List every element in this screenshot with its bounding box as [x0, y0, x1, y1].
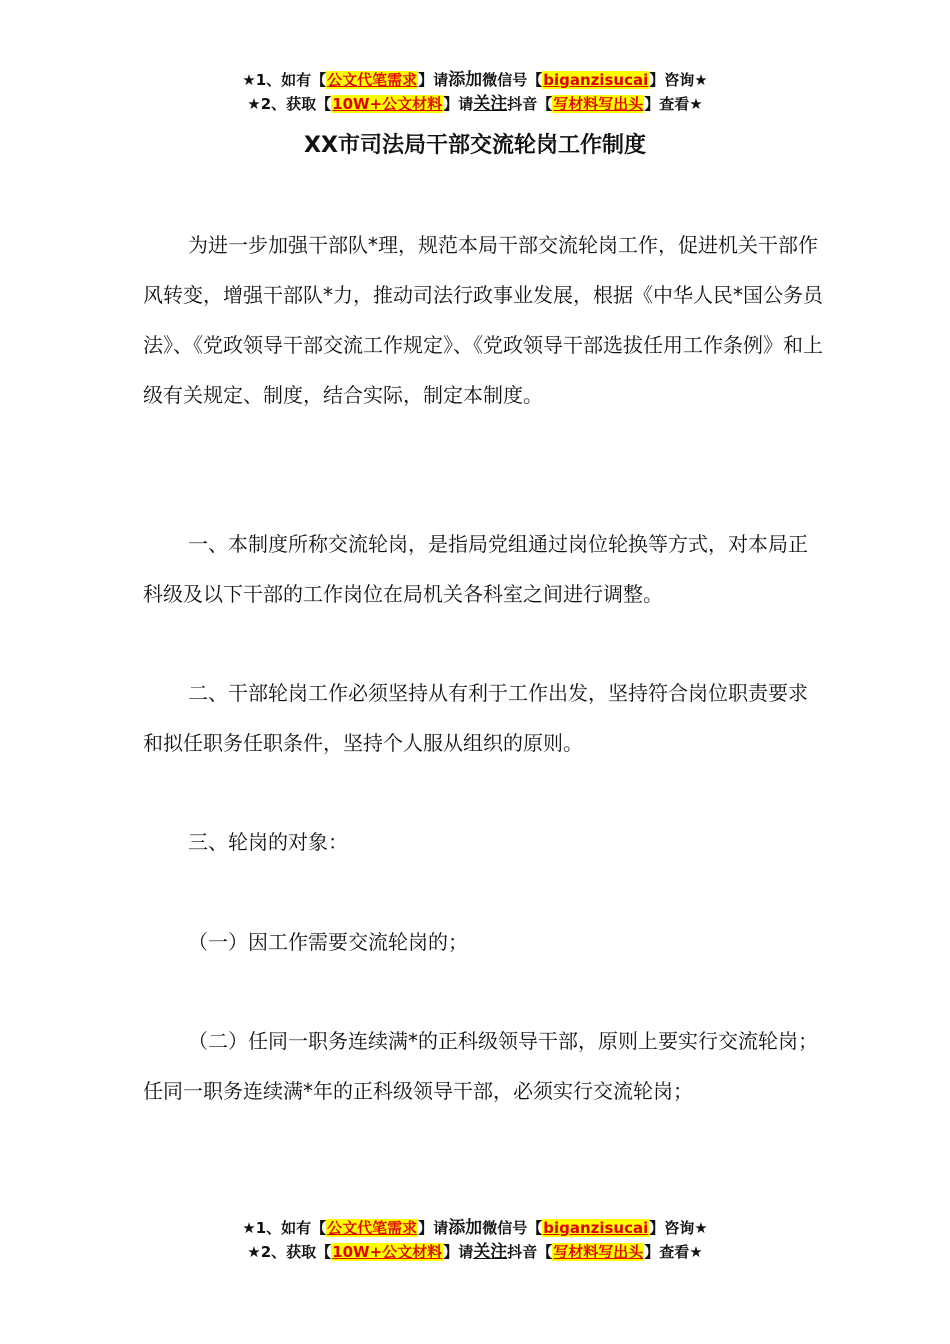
paragraph-intro: 为进一步加强干部队*理，规范本局干部交流轮岗工作，促进机关干部作风转变，增强干部队*力，推动司法行政事业发展，根据《中华人民*国公务员法》、《党政领导干部交流工作规定》、《党政领导干部选拔任用工作条例》和上级有关规定、制度，结合实际，制定本制度。 — [143, 233, 823, 407]
promo-emphasis: 添加 — [448, 1218, 483, 1238]
promo-text: 】请 — [418, 71, 449, 89]
promo-text: 】请 — [443, 95, 474, 113]
promo-highlight-materials: 10W+公文材料 — [332, 95, 443, 113]
paragraph-article-1: 一、本制度所称交流轮岗，是指局党组通过岗位轮换等方式，对本局正科级及以下干部的工作岗位在局机关各科室之间进行调整。 — [143, 532, 808, 606]
document-title: XX市司法局干部交流轮岗工作制度 — [304, 133, 646, 158]
paragraph-item-2: （二）任同一职务连续满*的正科级领导干部，原则上要实行交流轮岗；任同一职务连续满*年的正科级领导干部，必须实行交流轮岗； — [143, 1029, 818, 1103]
promo-text: ★2、获取【 — [247, 95, 332, 113]
promo-emphasis: 添加 — [448, 70, 483, 90]
promo-text: 微信号【 — [482, 71, 543, 89]
promo-emphasis: 关注 — [473, 94, 508, 114]
promo-banner-bottom — [0, 1216, 950, 1264]
promo-text: ★1、如有【 — [242, 1219, 327, 1237]
promo-highlight-service: 公文代笔需求 — [327, 1219, 418, 1237]
promo-line-2 — [0, 1240, 950, 1264]
promo-text: 】查看★ — [644, 95, 703, 113]
promo-text: 】查看★ — [644, 1243, 703, 1261]
paragraph-article-2: 二、干部轮岗工作必须坚持从有利于工作出发，坚持符合岗位职责要求和拟任职务任职条件，坚持个人服从组织的原则。 — [143, 681, 808, 755]
paragraph-article-3: 三、轮岗的对象： — [188, 830, 348, 854]
promo-text: 】咨询★ — [649, 1219, 708, 1237]
promo-text: ★2、获取【 — [247, 1243, 332, 1261]
promo-emphasis: 关注 — [473, 1242, 508, 1262]
promo-highlight-douyin: 写材料写出头 — [553, 95, 644, 113]
promo-line-2 — [0, 92, 950, 116]
promo-text: 】请 — [443, 1243, 474, 1261]
promo-line-1 — [0, 68, 950, 92]
promo-highlight-wechat-id: biganzisucai — [543, 1219, 649, 1237]
promo-text: 抖音【 — [507, 95, 553, 113]
promo-text: ★1、如有【 — [242, 71, 327, 89]
promo-text: 微信号【 — [482, 1219, 543, 1237]
promo-banner-top — [0, 68, 950, 116]
promo-line-1 — [0, 1216, 950, 1240]
promo-text: 】咨询★ — [649, 71, 708, 89]
promo-text: 】请 — [418, 1219, 449, 1237]
promo-highlight-douyin: 写材料写出头 — [553, 1243, 644, 1261]
promo-highlight-service: 公文代笔需求 — [327, 71, 418, 89]
paragraph-item-1: （一）因工作需要交流轮岗的； — [188, 930, 468, 954]
promo-highlight-materials: 10W+公文材料 — [332, 1243, 443, 1261]
promo-text: 抖音【 — [507, 1243, 553, 1261]
promo-highlight-wechat-id: biganzisucai — [543, 71, 649, 89]
